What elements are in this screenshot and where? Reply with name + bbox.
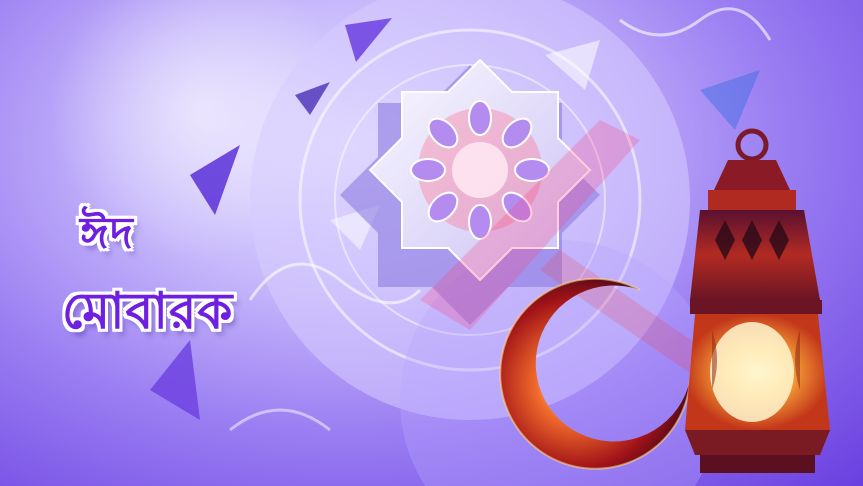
swirl-ornament [620,9,770,40]
greeting-line-mubarak: মোবারক [62,282,234,340]
eid-mubarak-title [62,200,362,350]
swirl-ornament [230,410,330,430]
greeting-line-eid: ঈদ [80,208,134,259]
lantern-icon [685,131,830,473]
shard [700,70,760,130]
